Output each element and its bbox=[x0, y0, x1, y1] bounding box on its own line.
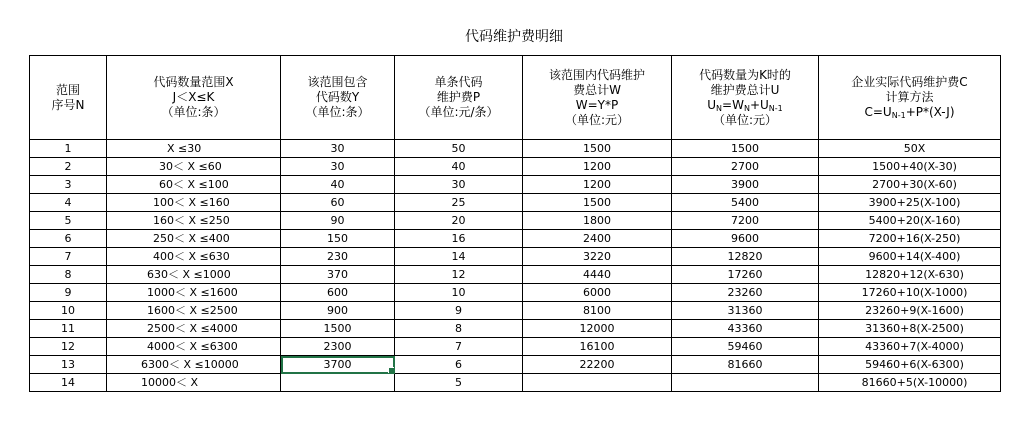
cell-cumulative[interactable]: 31360 bbox=[672, 302, 819, 320]
cell-range-total[interactable]: 4440 bbox=[523, 266, 672, 284]
cell-unit-fee[interactable]: 10 bbox=[395, 284, 523, 302]
header-row bbox=[30, 56, 1001, 140]
cell-range-total[interactable]: 1800 bbox=[523, 212, 672, 230]
cell-cumulative[interactable]: 81660 bbox=[672, 356, 819, 374]
cell-formula[interactable]: 17260+10(X-1000) bbox=[819, 284, 1001, 302]
cell-unit-fee[interactable]: 16 bbox=[395, 230, 523, 248]
cell-range[interactable]: 400＜ X ≤630 bbox=[107, 248, 281, 266]
cell-formula[interactable]: 81660+5(X-10000) bbox=[819, 374, 1001, 392]
cell-cumulative[interactable]: 7200 bbox=[672, 212, 819, 230]
table-row bbox=[30, 230, 1001, 248]
cell-cumulative[interactable]: 3900 bbox=[672, 176, 819, 194]
cell-index[interactable]: 11 bbox=[30, 320, 107, 338]
cell-code-count[interactable]: 90 bbox=[281, 212, 395, 230]
cell-code-count[interactable] bbox=[281, 374, 395, 392]
cell-unit-fee[interactable]: 8 bbox=[395, 320, 523, 338]
cell-cumulative[interactable]: 1500 bbox=[672, 140, 819, 158]
cumulative-formula: $U_N=W_N+U_{N-1}$ bbox=[707, 97, 783, 113]
header-quantity-range[interactable]: 代码数量范围X J＜X≤K （单位:条） bbox=[107, 56, 281, 140]
cell-index[interactable]: 4 bbox=[30, 194, 107, 212]
cell-code-count[interactable]: 600 bbox=[281, 284, 395, 302]
cell-index[interactable]: 2 bbox=[30, 158, 107, 176]
cell-code-count[interactable]: 60 bbox=[281, 194, 395, 212]
cell-range[interactable]: 6300＜ X ≤10000 bbox=[107, 356, 281, 374]
header-cumulative-fee[interactable]: 代码数量为K时的 维护费总计U $U_N=W_N+U_{N-1}$ （单位:元） bbox=[672, 56, 819, 140]
cell-formula[interactable]: 5400+20(X-160) bbox=[819, 212, 1001, 230]
cell-unit-fee[interactable]: 12 bbox=[395, 266, 523, 284]
cell-range-total[interactable]: 1500 bbox=[523, 194, 672, 212]
cell-range-total[interactable]: 8100 bbox=[523, 302, 672, 320]
cell-index[interactable]: 10 bbox=[30, 302, 107, 320]
cell-code-count[interactable]: 370 bbox=[281, 266, 395, 284]
table-row bbox=[30, 140, 1001, 158]
header-range-index[interactable]: 范围 序号N bbox=[30, 56, 107, 140]
cell-range-total[interactable]: 1200 bbox=[523, 158, 672, 176]
cell-index[interactable]: 13 bbox=[30, 356, 107, 374]
cell-range-total[interactable]: 6000 bbox=[523, 284, 672, 302]
cell-cumulative[interactable]: 12820 bbox=[672, 248, 819, 266]
cell-range[interactable]: 100＜ X ≤160 bbox=[107, 194, 281, 212]
cell-formula[interactable]: 50X bbox=[819, 140, 1001, 158]
cell-range[interactable]: 160＜ X ≤250 bbox=[107, 212, 281, 230]
cell-formula[interactable]: 59460+6(X-6300) bbox=[819, 356, 1001, 374]
cell-formula[interactable]: 1500+40(X-30) bbox=[819, 158, 1001, 176]
cell-unit-fee[interactable]: 25 bbox=[395, 194, 523, 212]
cell-code-count[interactable]: 40 bbox=[281, 176, 395, 194]
cell-formula[interactable]: 31360+8(X-2500) bbox=[819, 320, 1001, 338]
cell-index[interactable]: 6 bbox=[30, 230, 107, 248]
table-row bbox=[30, 194, 1001, 212]
sheet-title: 代码维护费明细 bbox=[465, 29, 563, 45]
cell-index[interactable]: 1 bbox=[30, 140, 107, 158]
header-range-total-fee[interactable]: 该范围内代码维护 费总计W W=Y*P （单位:元） bbox=[523, 56, 672, 140]
table-row bbox=[30, 356, 1001, 374]
cell-range[interactable]: 1600＜ X ≤2500 bbox=[107, 302, 281, 320]
table-row bbox=[30, 176, 1001, 194]
table-row bbox=[30, 320, 1001, 338]
table-body bbox=[30, 140, 1001, 392]
selected-cell[interactable]: 3700 bbox=[281, 356, 395, 374]
fill-handle[interactable] bbox=[388, 367, 395, 374]
table-row bbox=[30, 266, 1001, 284]
table-row bbox=[30, 338, 1001, 356]
cell-index[interactable]: 8 bbox=[30, 266, 107, 284]
cell-range[interactable]: 1000＜ X ≤1600 bbox=[107, 284, 281, 302]
cell-unit-fee[interactable]: 40 bbox=[395, 158, 523, 176]
cell-index[interactable]: 7 bbox=[30, 248, 107, 266]
cell-range-total[interactable]: 1500 bbox=[523, 140, 672, 158]
cell-index[interactable]: 3 bbox=[30, 176, 107, 194]
cell-index[interactable]: 5 bbox=[30, 212, 107, 230]
header-actual-fee[interactable]: 企业实际代码维护费C 计算方法 $C=U_{N-1}+P*(X-J)$ bbox=[819, 56, 1001, 140]
table-row bbox=[30, 284, 1001, 302]
cell-index[interactable]: 9 bbox=[30, 284, 107, 302]
cell-formula[interactable]: 3900+25(X-100) bbox=[819, 194, 1001, 212]
cell-range-total[interactable] bbox=[523, 374, 672, 392]
cell-unit-fee[interactable]: 20 bbox=[395, 212, 523, 230]
cell-formula[interactable]: 43360+7(X-4000) bbox=[819, 338, 1001, 356]
cell-code-count[interactable]: 2300 bbox=[281, 338, 395, 356]
cell-formula[interactable]: 12820+12(X-630) bbox=[819, 266, 1001, 284]
cell-code-count[interactable]: 150 bbox=[281, 230, 395, 248]
cell-cumulative[interactable]: 5400 bbox=[672, 194, 819, 212]
cell-unit-fee[interactable]: 9 bbox=[395, 302, 523, 320]
cell-formula[interactable]: 9600+14(X-400) bbox=[819, 248, 1001, 266]
cell-range-total[interactable]: 3220 bbox=[523, 248, 672, 266]
cell-range[interactable]: 2500＜ X ≤4000 bbox=[107, 320, 281, 338]
cell-unit-fee[interactable]: 7 bbox=[395, 338, 523, 356]
cell-cumulative[interactable] bbox=[672, 374, 819, 392]
table-row bbox=[30, 302, 1001, 320]
cell-cumulative[interactable]: 17260 bbox=[672, 266, 819, 284]
cell-range[interactable]: X ≤30 bbox=[107, 140, 281, 158]
actual-fee-formula: $C=U_{N-1}+P*(X-J)$ bbox=[864, 105, 955, 120]
cell-range[interactable]: 630＜ X ≤1000 bbox=[107, 266, 281, 284]
cell-unit-fee[interactable]: 14 bbox=[395, 248, 523, 266]
table-row bbox=[30, 374, 1001, 392]
cell-unit-fee[interactable]: 50 bbox=[395, 140, 523, 158]
maintenance-fee-table bbox=[29, 55, 1001, 392]
cell-code-count[interactable]: 1500 bbox=[281, 320, 395, 338]
cell-index[interactable]: 12 bbox=[30, 338, 107, 356]
cell-code-count[interactable]: 30 bbox=[281, 158, 395, 176]
cell-range-total[interactable]: 2400 bbox=[523, 230, 672, 248]
cell-range[interactable]: 250＜ X ≤400 bbox=[107, 230, 281, 248]
cell-cumulative[interactable]: 59460 bbox=[672, 338, 819, 356]
cell-range-total[interactable]: 22200 bbox=[523, 356, 672, 374]
table-row bbox=[30, 248, 1001, 266]
cell-formula[interactable]: 7200+16(X-250) bbox=[819, 230, 1001, 248]
header-code-count[interactable]: 该范围包含 代码数Y （单位:条） bbox=[281, 56, 395, 140]
header-unit-fee[interactable]: 单条代码 维护费P （单位:元/条） bbox=[395, 56, 523, 140]
cell-index[interactable]: 14 bbox=[30, 374, 107, 392]
cell-range[interactable]: 10000＜ X bbox=[107, 374, 281, 392]
cell-cumulative[interactable]: 23260 bbox=[672, 284, 819, 302]
cell-cumulative[interactable]: 9600 bbox=[672, 230, 819, 248]
cell-formula[interactable]: 23260+9(X-1600) bbox=[819, 302, 1001, 320]
table-row bbox=[30, 158, 1001, 176]
cell-range-total[interactable]: 1200 bbox=[523, 176, 672, 194]
table-row bbox=[30, 212, 1001, 230]
cell-range[interactable]: 4000＜ X ≤6300 bbox=[107, 338, 281, 356]
cell-unit-fee[interactable]: 30 bbox=[395, 176, 523, 194]
cell-code-count[interactable]: 900 bbox=[281, 302, 395, 320]
cell-range[interactable]: 60＜ X ≤100 bbox=[107, 176, 281, 194]
cell-unit-fee[interactable]: 6 bbox=[395, 356, 523, 374]
cell-range[interactable]: 30＜ X ≤60 bbox=[107, 158, 281, 176]
cell-code-count[interactable]: 30 bbox=[281, 140, 395, 158]
cell-cumulative[interactable]: 2700 bbox=[672, 158, 819, 176]
cell-code-count[interactable]: 230 bbox=[281, 248, 395, 266]
cell-formula[interactable]: 2700+30(X-60) bbox=[819, 176, 1001, 194]
cell-range-total[interactable]: 12000 bbox=[523, 320, 672, 338]
cell-cumulative[interactable]: 43360 bbox=[672, 320, 819, 338]
cell-range-total[interactable]: 16100 bbox=[523, 338, 672, 356]
cell-unit-fee[interactable]: 5 bbox=[395, 374, 523, 392]
